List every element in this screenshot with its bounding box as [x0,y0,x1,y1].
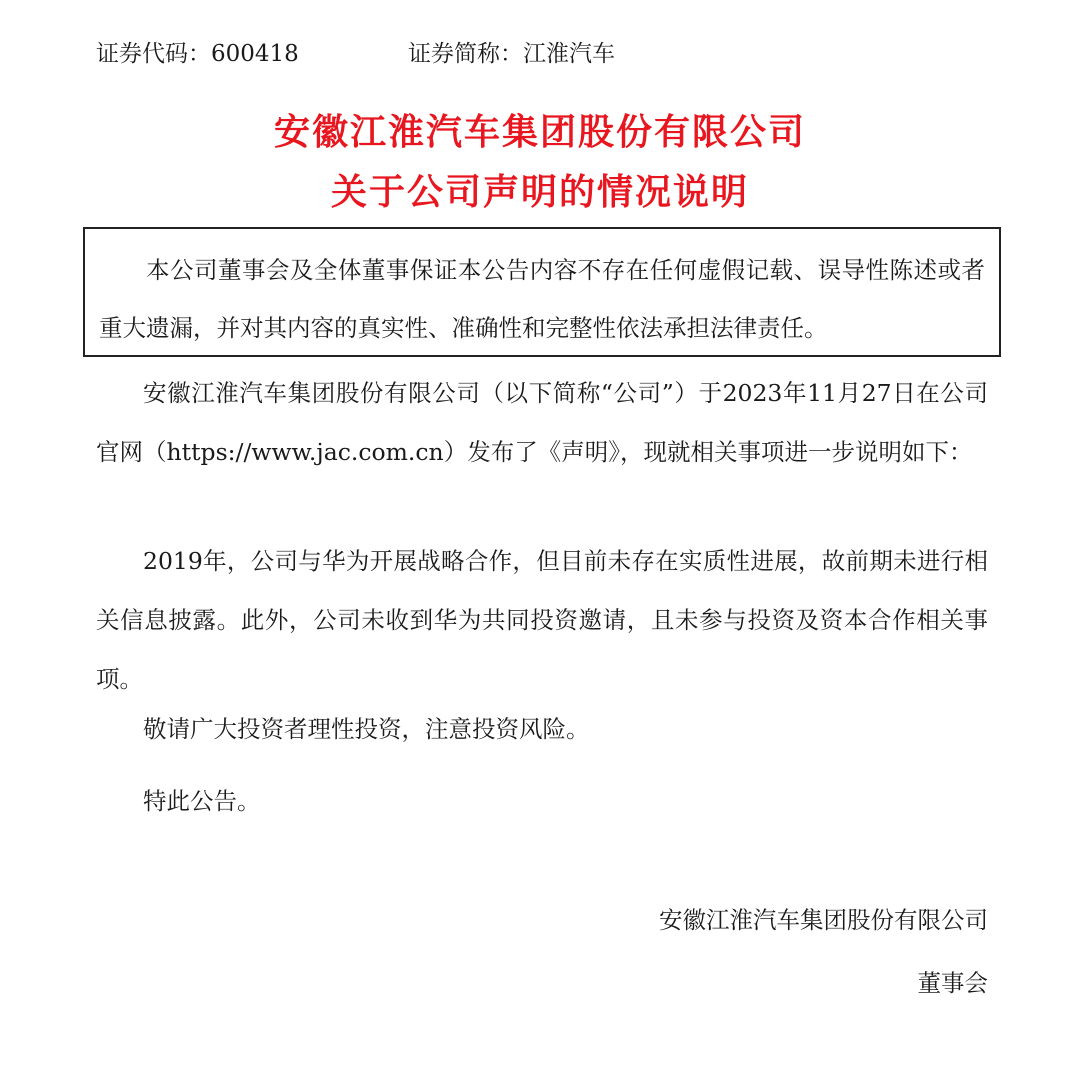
disclaimer-box [83,227,1001,357]
paragraph-text: 安徽江淮汽车集团股份有限公司（以下简称“公司”）于2023年11月27日在公司官网（https://www.jac.com.cn）发布了《声明》，现就相关事项进一步说明如下： [96,379,988,466]
disclaimer-text: 本公司董事会及全体董事保证本公告内容不存在任何虚假记载、误导性陈述或者重大遗漏，并对其内容的真实性、准确性和完整性依法承担法律责任。 [99,256,985,342]
body-paragraph-closing [96,772,988,831]
security-info-line [96,36,615,72]
security-short-name: 证券简称：江淮汽车 [408,41,615,67]
body-paragraph-risk-warning [96,700,988,759]
security-code: 证券代码：600418 [96,41,299,67]
signature-company: 安徽江淮汽车集团股份有限公司 [659,906,988,934]
body-paragraph-cooperation [96,532,988,709]
announcement-title-subject: 关于公司声明的情况说明 [330,172,749,213]
paragraph-text: 特此公告。 [143,787,261,815]
paragraph-text: 2019年，公司与华为开展战略合作，但目前未存在实质性进展，故前期未进行相关信息披露。此外，公司未收到华为共同投资邀请，且未参与投资及资本合作相关事项。 [96,547,988,693]
signature-board: 董事会 [917,969,988,997]
paragraph-text: 敬请广大投资者理性投资，注意投资风险。 [143,715,590,743]
body-paragraph-announcement [96,364,988,482]
announcement-title-company: 安徽江淮汽车集团股份有限公司 [273,112,806,153]
